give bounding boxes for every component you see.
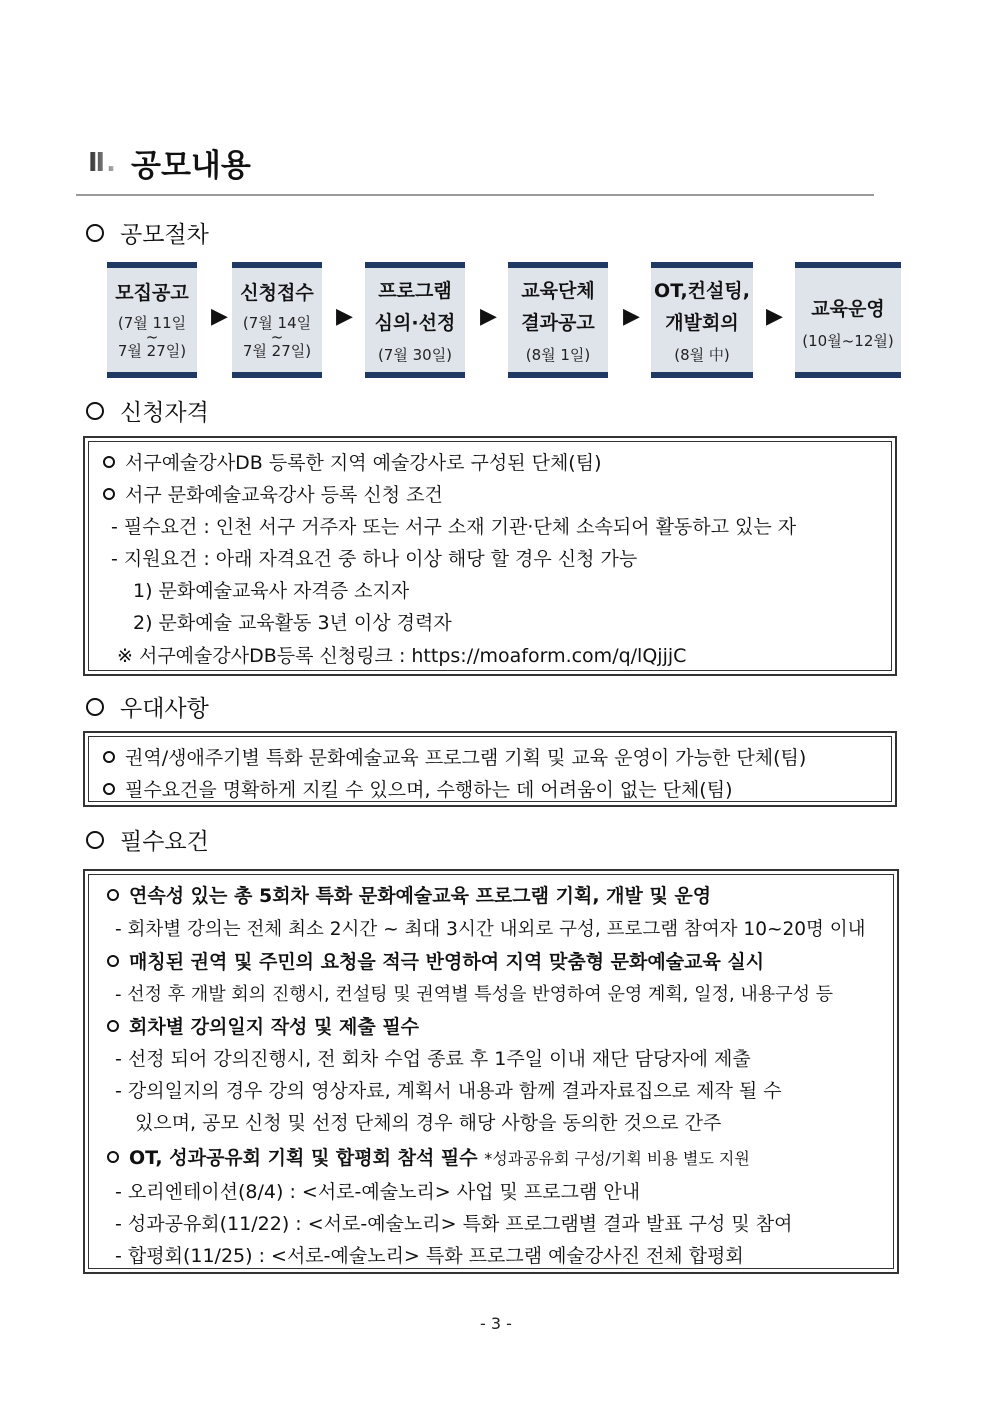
procedure-heading (86, 216, 209, 249)
preference-heading-text: 우대사항 (120, 696, 209, 722)
step-title-2: 심의·선정 (374, 312, 456, 334)
list-item: 1) 문화예술교육사 자격증 소지자 (133, 580, 410, 602)
arrow-right-icon: ▶ (336, 304, 353, 329)
registration-link-note: ※ 서구예술강사DB등록 신청링크 : https://moaform.com/q/lQjjjC (117, 645, 687, 667)
arrow-right-icon: ▶ (480, 304, 497, 329)
requirements-box (83, 869, 899, 1274)
step-date-sep: ~ (145, 328, 159, 346)
list-item: 회차별 강의일지 작성 및 제출 필수 (107, 1012, 419, 1039)
preference-box (83, 731, 897, 807)
step-title: 모집공고 (115, 282, 189, 304)
circle-bullet-icon (86, 402, 104, 420)
step-review-selection (365, 262, 465, 378)
circle-bullet-icon (86, 698, 104, 716)
eligibility-heading (86, 394, 209, 427)
eligibility-heading-text: 신청자격 (120, 400, 209, 426)
requirements-heading (86, 823, 209, 856)
list-item: - 지원요건 : 아래 자격요건 중 하나 이상 해당 할 경우 신청 가능 (111, 548, 638, 570)
step-date: (8월 1일) (525, 346, 591, 364)
step-title: 교육단체 (521, 280, 595, 302)
arrow-right-icon: ▶ (623, 304, 640, 329)
step-recruit-notice (107, 262, 197, 378)
section-roman-numeral: Ⅱ. (88, 147, 118, 178)
small-circle-bullet-icon (103, 488, 115, 500)
list-item: - 선정 후 개발 회의 진행시, 컨설팅 및 권역별 특성을 반영하여 운영 계획, 일정, 내용구성 등 (115, 984, 834, 1005)
list-item: 필수요건을 명확하게 지킬 수 있으며, 수행하는 데 어려움이 없는 단체(팀) (103, 775, 733, 802)
circle-bullet-icon (86, 224, 104, 242)
arrow-right-icon: ▶ (766, 304, 783, 329)
preference-heading (86, 690, 209, 723)
page-title: 공모내용 (131, 148, 251, 184)
eligibility-box (83, 436, 897, 676)
small-circle-bullet-icon (107, 889, 119, 901)
page-number: - 3 - (480, 1314, 512, 1333)
step-application (232, 262, 322, 378)
list-item: - 선정 되어 강의진행시, 전 회차 수업 종료 후 1주일 이내 재단 담당자에 제출 (115, 1048, 751, 1070)
small-circle-bullet-icon (107, 955, 119, 967)
step-education-operation (795, 262, 901, 378)
step-result-notice (508, 262, 608, 378)
requirements-heading-text: 필수요건 (120, 829, 209, 855)
small-circle-bullet-icon (103, 751, 115, 763)
cost-support-note: *성과공유회 구성/기획 비용 별도 지원 (484, 1149, 750, 1168)
step-date-sep: ~ (270, 328, 284, 346)
section-heading (88, 140, 251, 185)
list-item: 서구 문화예술교육강사 등록 신청 조건 (103, 480, 443, 507)
list-item: 서구예술강사DB 등록한 지역 예술강사로 구성된 단체(팀) (103, 448, 601, 475)
step-date: (7월 30일) (377, 346, 453, 364)
list-item: - 필수요건 : 인천 서구 거주자 또는 서구 소재 기관·단체 소속되어 활동하고 있는 자 (111, 516, 797, 538)
list-item: 매칭된 권역 및 주민의 요청을 적극 반영하여 지역 맞춤형 문화예술교육 실시 (107, 947, 764, 974)
step-date: (8월 中) (674, 346, 730, 364)
small-circle-bullet-icon (103, 783, 115, 795)
step-ot-consulting (651, 262, 753, 378)
step-date: (10월~12월) (802, 332, 894, 350)
list-item: 있으며, 공모 신청 및 선정 단체의 경우 해당 사항을 동의한 것으로 간주 (135, 1112, 722, 1134)
list-item: 연속성 있는 총 5회차 특화 문화예술교육 프로그램 기획, 개발 및 운영 (107, 881, 711, 908)
list-item: OT, 성과공유회 기획 및 합평회 참석 필수 *성과공유회 구성/기획 비용 별도 지원 (107, 1143, 750, 1170)
list-item: - 오리엔테이션(8/4) : <서로-예술노리> 사업 및 프로그램 안내 (115, 1181, 641, 1203)
list-item: - 합평회(11/25) : <서로-예술노리> 특화 프로그램 예술강사진 전체 합평회 (115, 1245, 744, 1267)
step-title: 교육운영 (811, 298, 885, 320)
step-date-start: (7월 11일 (117, 314, 187, 332)
small-circle-bullet-icon (103, 456, 115, 468)
list-item: - 성과공유회(11/22) : <서로-예술노리> 특화 프로그램별 결과 발표 구성 및 참여 (115, 1213, 793, 1235)
step-title: OT,컨설팅, (654, 280, 750, 302)
small-circle-bullet-icon (107, 1151, 119, 1163)
step-title: 프로그램 (378, 280, 452, 302)
list-item: - 회차별 강의는 전체 최소 2시간 ~ 최대 3시간 내외로 구성, 프로그램 참여자 10~20명 이내 (115, 919, 866, 940)
list-item: 2) 문화예술 교육활동 3년 이상 경력자 (133, 612, 452, 634)
step-date-start: (7월 14일 (242, 314, 312, 332)
circle-bullet-icon (86, 831, 104, 849)
step-title: 신청접수 (240, 282, 314, 304)
step-title-2: 개발회의 (665, 312, 739, 334)
step-date-end: 7월 27일) (117, 342, 187, 360)
title-divider (76, 194, 874, 196)
procedure-heading-text: 공모절차 (120, 222, 209, 248)
step-date-end: 7월 27일) (242, 342, 312, 360)
small-circle-bullet-icon (107, 1020, 119, 1032)
list-item: 권역/생애주기별 특화 문화예술교육 프로그램 기획 및 교육 운영이 가능한 단체(팀) (103, 743, 806, 770)
step-title-2: 결과공고 (521, 312, 595, 334)
arrow-right-icon: ▶ (211, 304, 228, 329)
list-item: - 강의일지의 경우 강의 영상자료, 계획서 내용과 함께 결과자료집으로 제작 될 수 (115, 1080, 782, 1102)
